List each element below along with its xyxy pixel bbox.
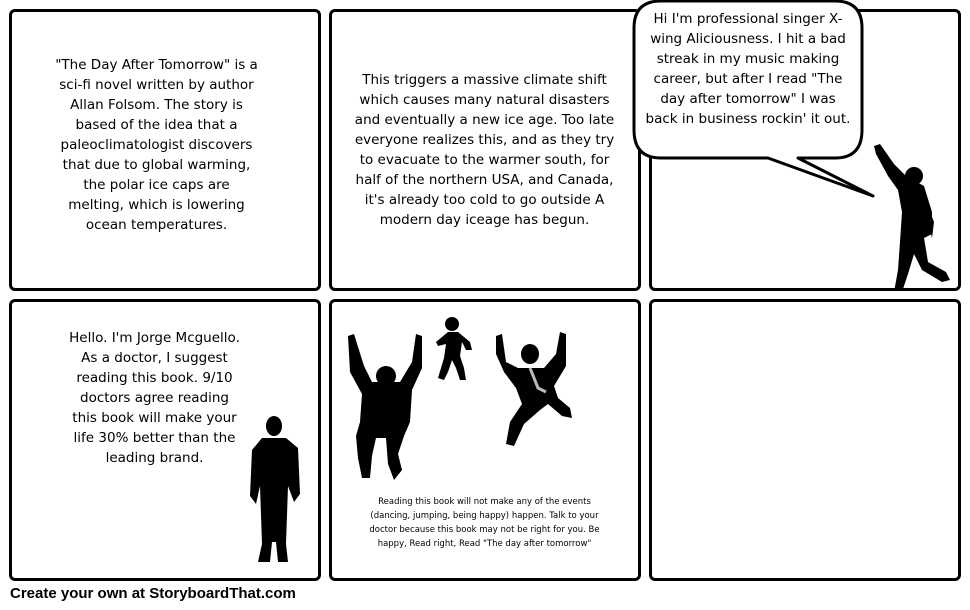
panel-5-text: Reading this book will not make any of the events (dancing, jumping, being happy) happen. Talk to your doctor because this book may not be right for you. Be happy, Read right, Read "The day after tomorrow" bbox=[369, 497, 600, 549]
panel-4 bbox=[9, 299, 321, 581]
panel-2 bbox=[329, 9, 641, 291]
panel-2-text: This triggers a massive climate shift which causes many natural disasters and eventually a new ice age. Too late everyone realizes this, and as they try to evacuate to the warmer south, for half of the northern USA, and Canada, it's already too cold to go outside A modern day iceage has begun. bbox=[354, 72, 615, 228]
dancer-silhouette bbox=[436, 316, 476, 382]
panel-5 bbox=[329, 299, 641, 581]
jumping-man-silhouette bbox=[342, 332, 432, 482]
speech-bubble bbox=[633, 0, 863, 160]
doctor-silhouette bbox=[248, 414, 304, 564]
panel-4-text: Hello. I'm Jorge Mcguello. As a doctor, I suggest reading this book. 9/10 doctors agree reading this book will make your life 30% better than the leading brand. bbox=[69, 330, 240, 466]
speech-bubble-text: Hi I'm professional singer X-wing Aliciousness. I hit a bad streak in my music making career, but after I read "The day after tomorrow" I was back in business rockin' it out. bbox=[645, 11, 851, 127]
happy-man-silhouette bbox=[494, 332, 574, 448]
panel-1 bbox=[9, 9, 321, 291]
panel-1-text: "The Day After Tomorrow" is a sci-fi novel written by author Allan Folsom. The story is based of the idea that a paleoclimatologist discovers that due to global warming, the polar ice caps are melting, which is lowering ocean temperatures. bbox=[55, 57, 258, 233]
singer-silhouette bbox=[872, 142, 961, 291]
footer-credit[interactable]: Create your own at StoryboardThat.com bbox=[10, 585, 296, 602]
panel-6 bbox=[649, 299, 961, 581]
